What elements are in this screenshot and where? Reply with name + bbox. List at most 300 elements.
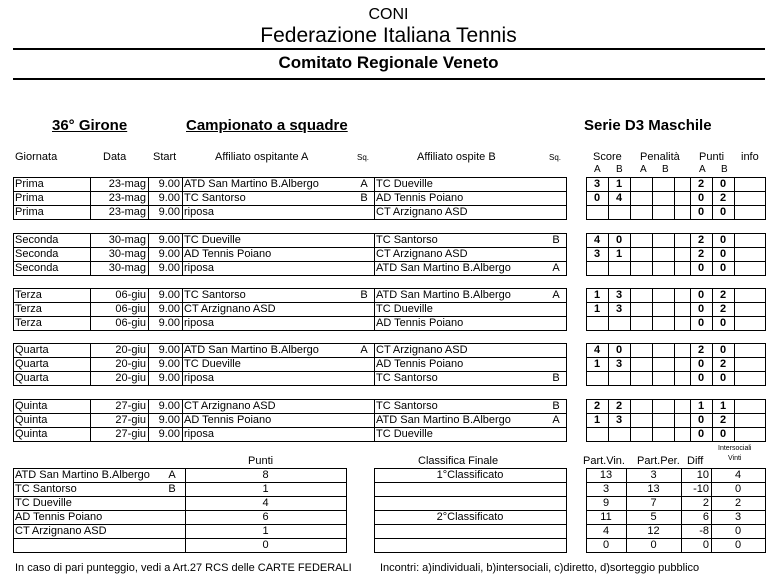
summary-cell-per: 0: [650, 539, 657, 551]
summary-cell-per: 13: [647, 483, 660, 495]
cell-sqB: [548, 177, 564, 191]
grid-line: [586, 343, 765, 344]
cell-start: 9.00: [158, 248, 180, 260]
cell-data: 23-mag: [108, 178, 146, 190]
grid-line: [586, 261, 765, 262]
cell-sb: 0: [615, 344, 623, 356]
cell-data: 06-giu: [115, 303, 146, 315]
cell-home: riposa: [184, 317, 214, 329]
grid-line: [690, 399, 691, 442]
summary-cell-punti: 4: [262, 497, 269, 509]
grid-line: [586, 510, 765, 511]
grid-line: [765, 177, 766, 220]
grid-line: [652, 288, 653, 331]
grid-line: [765, 233, 766, 276]
grid-line: [90, 288, 91, 331]
cell-start: 9.00: [158, 303, 180, 315]
grid-line: [712, 177, 713, 220]
grid-line: [630, 233, 631, 276]
cell-data: 20-giu: [115, 372, 146, 384]
grid-line: [13, 552, 346, 553]
cell-giornata: Quinta: [15, 428, 48, 440]
cell-sqA: [356, 233, 372, 247]
cell-pb: 1: [719, 400, 727, 412]
summary-cell-sq: [161, 510, 183, 524]
col-sq-b: Sq.: [549, 153, 562, 162]
cell-home: CT Arzignano ASD: [184, 303, 276, 315]
grid-line: [13, 177, 14, 220]
cell-sqA: A: [360, 344, 368, 356]
summary-classifica-header: Classifica Finale: [418, 455, 499, 467]
grid-line: [13, 288, 566, 289]
col-pen-b: B: [662, 164, 669, 175]
cell-sqB: [548, 302, 564, 316]
summary-cell-classifica: [376, 496, 564, 510]
summary-cell-classifica: 2°Classificato: [436, 511, 504, 523]
cell-sa: 2: [593, 400, 601, 412]
cell-pb: 2: [719, 289, 727, 301]
grid-line: [90, 233, 91, 276]
cell-away: TC Santorso: [376, 400, 438, 412]
grid-line: [13, 399, 14, 442]
grid-line: [90, 399, 91, 442]
grid-line: [13, 177, 566, 178]
grid-line: [148, 399, 149, 442]
grid-line: [374, 496, 566, 497]
grid-line: [185, 468, 186, 553]
grid-line: [13, 371, 566, 372]
cell-away: TC Santorso: [376, 372, 438, 384]
cell-pa: 0: [697, 414, 705, 426]
summary-cell-inter: 3: [734, 511, 742, 523]
cell-data: 30-mag: [108, 262, 146, 274]
summary-cell-vin: 11: [600, 511, 612, 523]
grid-line: [148, 233, 149, 276]
summary-cell-per: 7: [650, 497, 657, 509]
grid-line: [182, 343, 183, 386]
cell-sqA: [356, 357, 372, 371]
cell-home: riposa: [184, 428, 214, 440]
grid-line: [712, 288, 713, 331]
federation-title: Federazione Italiana Tennis: [260, 24, 517, 47]
summary-cell-team: AD Tennis Poiano: [15, 511, 103, 523]
cell-sa: 1: [593, 289, 601, 301]
grid-line: [734, 233, 735, 276]
cell-pb: 0: [719, 178, 727, 190]
grid-line: [148, 177, 149, 220]
grid-line: [374, 177, 375, 220]
grid-line: [734, 288, 735, 331]
grid-line: [690, 288, 691, 331]
summary-punti-header: Punti: [248, 455, 274, 467]
cell-sqB: [548, 247, 564, 261]
cell-sb: 1: [615, 248, 623, 260]
cell-sa: 3: [593, 178, 601, 190]
cell-sqA: B: [360, 192, 368, 204]
girone-title: 36° Girone: [52, 117, 128, 134]
grid-line: [13, 219, 566, 220]
cell-sqA: [356, 427, 372, 441]
cell-home: ATD San Martino B.Albergo: [184, 344, 319, 356]
cell-pb: 0: [719, 344, 727, 356]
grid-line: [13, 357, 566, 358]
cell-sqA: [356, 205, 372, 219]
cell-giornata: Seconda: [15, 234, 59, 246]
cell-pa: 0: [697, 289, 705, 301]
grid-line: [13, 413, 566, 414]
cell-away: AD Tennis Poiano: [376, 192, 464, 204]
grid-line: [13, 496, 346, 497]
cell-pa: 2: [697, 234, 705, 246]
grid-line: [608, 288, 609, 331]
cell-start: 9.00: [158, 289, 180, 301]
col-punti-b: B: [721, 164, 728, 175]
cell-sqB: [548, 205, 564, 219]
cell-sqB: A: [552, 414, 560, 426]
grid-line: [374, 538, 566, 539]
grid-line: [586, 427, 765, 428]
summary-partvin-header: Part.Vin.: [583, 455, 625, 467]
cell-sa: 4: [593, 234, 601, 246]
org-title: CONI: [368, 6, 409, 23]
summary-cell-classifica: [376, 524, 564, 538]
col-ospitante: Affiliato ospitante A: [215, 151, 309, 163]
grid-line: [586, 316, 765, 317]
grid-line: [608, 177, 609, 220]
cell-sa: 1: [593, 414, 601, 426]
cell-sqA: [356, 371, 372, 385]
cell-giornata: Terza: [15, 303, 42, 315]
cell-sa: 1: [593, 358, 601, 370]
cell-giornata: Terza: [15, 317, 42, 329]
grid-line: [630, 399, 631, 442]
cell-sb: 3: [615, 303, 623, 315]
cell-sa: 1: [593, 303, 601, 315]
cell-home: AD Tennis Poiano: [184, 414, 272, 426]
cell-giornata: Quarta: [15, 344, 49, 356]
summary-cell-punti: 6: [262, 511, 269, 523]
grid-line: [374, 468, 566, 469]
grid-line: [586, 288, 765, 289]
grid-line: [712, 233, 713, 276]
grid-line: [681, 468, 682, 553]
summary-partper-header: Part.Per.: [637, 455, 680, 467]
grid-line: [630, 288, 631, 331]
cell-sqB: B: [552, 372, 560, 384]
grid-line: [13, 385, 566, 386]
grid-line: [13, 343, 14, 386]
cell-sa: [588, 316, 606, 330]
summary-cell-sq: A: [168, 469, 176, 481]
grid-line: [712, 343, 713, 386]
grid-line: [626, 468, 627, 553]
col-score-a: A: [594, 164, 601, 175]
cell-away: TC Dueville: [376, 428, 433, 440]
grid-line: [765, 343, 766, 386]
grid-line: [13, 233, 14, 276]
summary-cell-vin: 13: [599, 469, 613, 481]
grid-line: [586, 413, 765, 414]
cell-data: 27-giu: [115, 414, 146, 426]
grid-line: [586, 233, 765, 234]
cell-pb: 2: [719, 303, 727, 315]
grid-line: [13, 482, 346, 483]
cell-sqB: B: [552, 400, 560, 412]
grid-line: [374, 524, 566, 525]
grid-line: [765, 288, 766, 331]
grid-line: [13, 316, 566, 317]
summary-cell-diff: 6: [702, 511, 709, 523]
summary-cell-diff: 10: [696, 469, 709, 481]
grid-line: [690, 343, 691, 386]
grid-line: [586, 177, 587, 220]
cell-sb: 0: [615, 234, 623, 246]
cell-giornata: Prima: [15, 206, 44, 218]
grid-line: [13, 275, 566, 276]
cell-away: AD Tennis Poiano: [376, 358, 464, 370]
cell-start: 9.00: [158, 178, 180, 190]
serie-title: Serie D3 Maschile: [584, 117, 712, 134]
grid-line: [765, 399, 766, 442]
grid-line: [13, 468, 14, 553]
grid-line: [13, 261, 566, 262]
grid-line: [13, 468, 346, 469]
grid-line: [182, 177, 183, 220]
summary-cell-per: 3: [650, 469, 657, 481]
cell-pa: 2: [697, 344, 705, 356]
cell-sa: 3: [593, 248, 601, 260]
summary-cell-vin: 0: [602, 539, 610, 551]
grid-line: [566, 233, 567, 276]
grid-line: [13, 399, 566, 400]
grid-line: [374, 510, 566, 511]
grid-line: [374, 552, 566, 553]
cell-giornata: Terza: [15, 289, 42, 301]
cell-home: riposa: [184, 372, 214, 384]
committee-title: Comitato Regionale Veneto: [278, 53, 499, 72]
cell-sqB: [548, 343, 564, 357]
summary-cell-punti: 1: [262, 525, 269, 537]
grid-line: [374, 482, 566, 483]
summary-cell-punti: 0: [262, 539, 269, 551]
grid-line: [711, 468, 712, 553]
cell-away: CT Arzignano ASD: [376, 344, 468, 356]
cell-data: 23-mag: [108, 206, 146, 218]
grid-line: [652, 233, 653, 276]
summary-cell-sq: [161, 496, 183, 510]
cell-pa: 0: [697, 372, 705, 384]
cell-pa: 0: [697, 428, 705, 440]
cell-pb: 0: [719, 248, 727, 260]
grid-line: [586, 468, 765, 469]
cell-sb: [610, 371, 628, 385]
summary-cell-inter: 4: [734, 469, 742, 481]
header-divider-2: [13, 78, 765, 80]
cell-data: 30-mag: [108, 248, 146, 260]
grid-line: [374, 399, 375, 442]
grid-line: [674, 288, 675, 331]
grid-line: [586, 552, 765, 553]
cell-sb: [610, 205, 628, 219]
cell-sqB: [548, 427, 564, 441]
grid-line: [90, 343, 91, 386]
cell-start: 9.00: [158, 414, 180, 426]
cell-start: 9.00: [158, 206, 180, 218]
grid-line: [586, 538, 765, 539]
cell-start: 9.00: [158, 344, 180, 356]
grid-line: [374, 468, 375, 553]
summary-cell-sq: [161, 538, 183, 552]
grid-line: [566, 399, 567, 442]
grid-line: [674, 399, 675, 442]
cell-pa: 1: [697, 400, 705, 412]
grid-line: [13, 441, 566, 442]
cell-sqA: [356, 261, 372, 275]
cell-sqA: [356, 302, 372, 316]
cell-sa: [588, 371, 606, 385]
cell-sa: [588, 261, 606, 275]
grid-line: [13, 233, 566, 234]
grid-line: [674, 233, 675, 276]
summary-cell-vin: 4: [602, 525, 610, 537]
grid-line: [608, 233, 609, 276]
cell-pb: 0: [719, 206, 727, 218]
grid-line: [608, 399, 609, 442]
cell-sqA: [356, 399, 372, 413]
grid-line: [13, 330, 566, 331]
cell-pa: 0: [697, 303, 705, 315]
grid-line: [690, 177, 691, 220]
summary-cell-team: CT Arzignano ASD: [15, 525, 107, 537]
grid-line: [586, 219, 765, 220]
grid-line: [608, 343, 609, 386]
col-info: info: [741, 151, 759, 163]
summary-vinti-header: Vinti: [728, 455, 742, 462]
summary-cell-per: 12: [647, 525, 660, 537]
cell-sb: 3: [615, 358, 623, 370]
grid-line: [13, 288, 14, 331]
cell-sb: [610, 316, 628, 330]
cell-home: riposa: [184, 262, 214, 274]
grid-line: [630, 177, 631, 220]
cell-pb: 2: [719, 358, 727, 370]
grid-line: [566, 468, 567, 553]
col-sq-a: Sq.: [357, 153, 370, 162]
col-giornata: Giornata: [15, 151, 58, 163]
cell-sb: [610, 427, 628, 441]
grid-line: [13, 524, 346, 525]
cell-start: 9.00: [158, 428, 180, 440]
cell-pa: 0: [697, 206, 705, 218]
cell-start: 9.00: [158, 372, 180, 384]
grid-line: [586, 357, 765, 358]
grid-line: [182, 399, 183, 442]
grid-line: [346, 468, 347, 553]
cell-sqA: [356, 247, 372, 261]
grid-line: [374, 343, 375, 386]
grid-line: [182, 288, 183, 331]
cell-pb: 0: [719, 262, 727, 274]
summary-cell-team: [15, 538, 157, 552]
grid-line: [13, 427, 566, 428]
grid-line: [674, 343, 675, 386]
cell-sqA: A: [360, 178, 368, 190]
grid-line: [13, 191, 566, 192]
cell-away: TC Dueville: [376, 303, 433, 315]
cell-home: riposa: [184, 206, 214, 218]
grid-line: [13, 302, 566, 303]
cell-sqB: A: [552, 262, 560, 274]
grid-line: [586, 482, 765, 483]
cell-away: ATD San Martino B.Albergo: [376, 262, 511, 274]
cell-sa: [588, 205, 606, 219]
grid-line: [586, 524, 765, 525]
cell-home: ATD San Martino B.Albergo: [184, 178, 319, 190]
grid-line: [765, 468, 766, 553]
grid-line: [630, 343, 631, 386]
cell-pb: 2: [719, 192, 727, 204]
cell-pa: 2: [697, 178, 705, 190]
cell-away: ATD San Martino B.Albergo: [376, 414, 511, 426]
cell-home: TC Dueville: [184, 234, 241, 246]
cell-start: 9.00: [158, 234, 180, 246]
header-divider: [13, 48, 765, 50]
summary-cell-per: 5: [650, 511, 657, 523]
cell-start: 9.00: [158, 262, 180, 274]
cell-sqB: B: [552, 234, 560, 246]
grid-line: [586, 247, 765, 248]
cell-away: TC Santorso: [376, 234, 438, 246]
campionato-title: Campionato a squadre: [186, 117, 348, 134]
cell-giornata: Quarta: [15, 372, 49, 384]
summary-cell-team: ATD San Martino B.Albergo: [15, 469, 150, 481]
cell-pb: 0: [719, 234, 727, 246]
summary-cell-sq: B: [168, 483, 176, 495]
cell-sb: 3: [615, 414, 623, 426]
summary-cell-classifica: 1°Classificato: [436, 469, 504, 481]
cell-start: 9.00: [158, 317, 180, 329]
cell-home: CT Arzignano ASD: [184, 400, 276, 412]
summary-diff-header: Diff: [687, 455, 704, 467]
summary-cell-punti: 8: [262, 469, 269, 481]
grid-line: [566, 343, 567, 386]
grid-line: [586, 275, 765, 276]
summary-cell-vin: 9: [602, 497, 610, 509]
col-penalita: Penalità: [640, 151, 680, 163]
cell-giornata: Seconda: [15, 262, 59, 274]
cell-pa: 0: [697, 358, 705, 370]
grid-line: [148, 343, 149, 386]
cell-home: TC Santorso: [184, 192, 246, 204]
cell-sa: [588, 427, 606, 441]
grid-line: [690, 233, 691, 276]
col-data: Data: [103, 151, 127, 163]
grid-line: [734, 343, 735, 386]
summary-cell-sq: [161, 524, 183, 538]
cell-giornata: Quinta: [15, 414, 48, 426]
footer-legend: Incontri: a)individuali, b)intersociali, c)diretto, d)sorteggio pubblico: [380, 562, 700, 574]
cell-pb: 0: [719, 317, 727, 329]
grid-line: [712, 399, 713, 442]
grid-line: [652, 399, 653, 442]
col-punti: Punti: [699, 151, 725, 163]
col-score: Score: [593, 151, 622, 163]
summary-cell-inter: 2: [734, 497, 742, 509]
summary-intersociali-header: Intersociali: [718, 445, 752, 452]
summary-cell-inter: 0: [734, 483, 742, 495]
cell-sb: 4: [615, 192, 623, 204]
grid-line: [13, 510, 346, 511]
